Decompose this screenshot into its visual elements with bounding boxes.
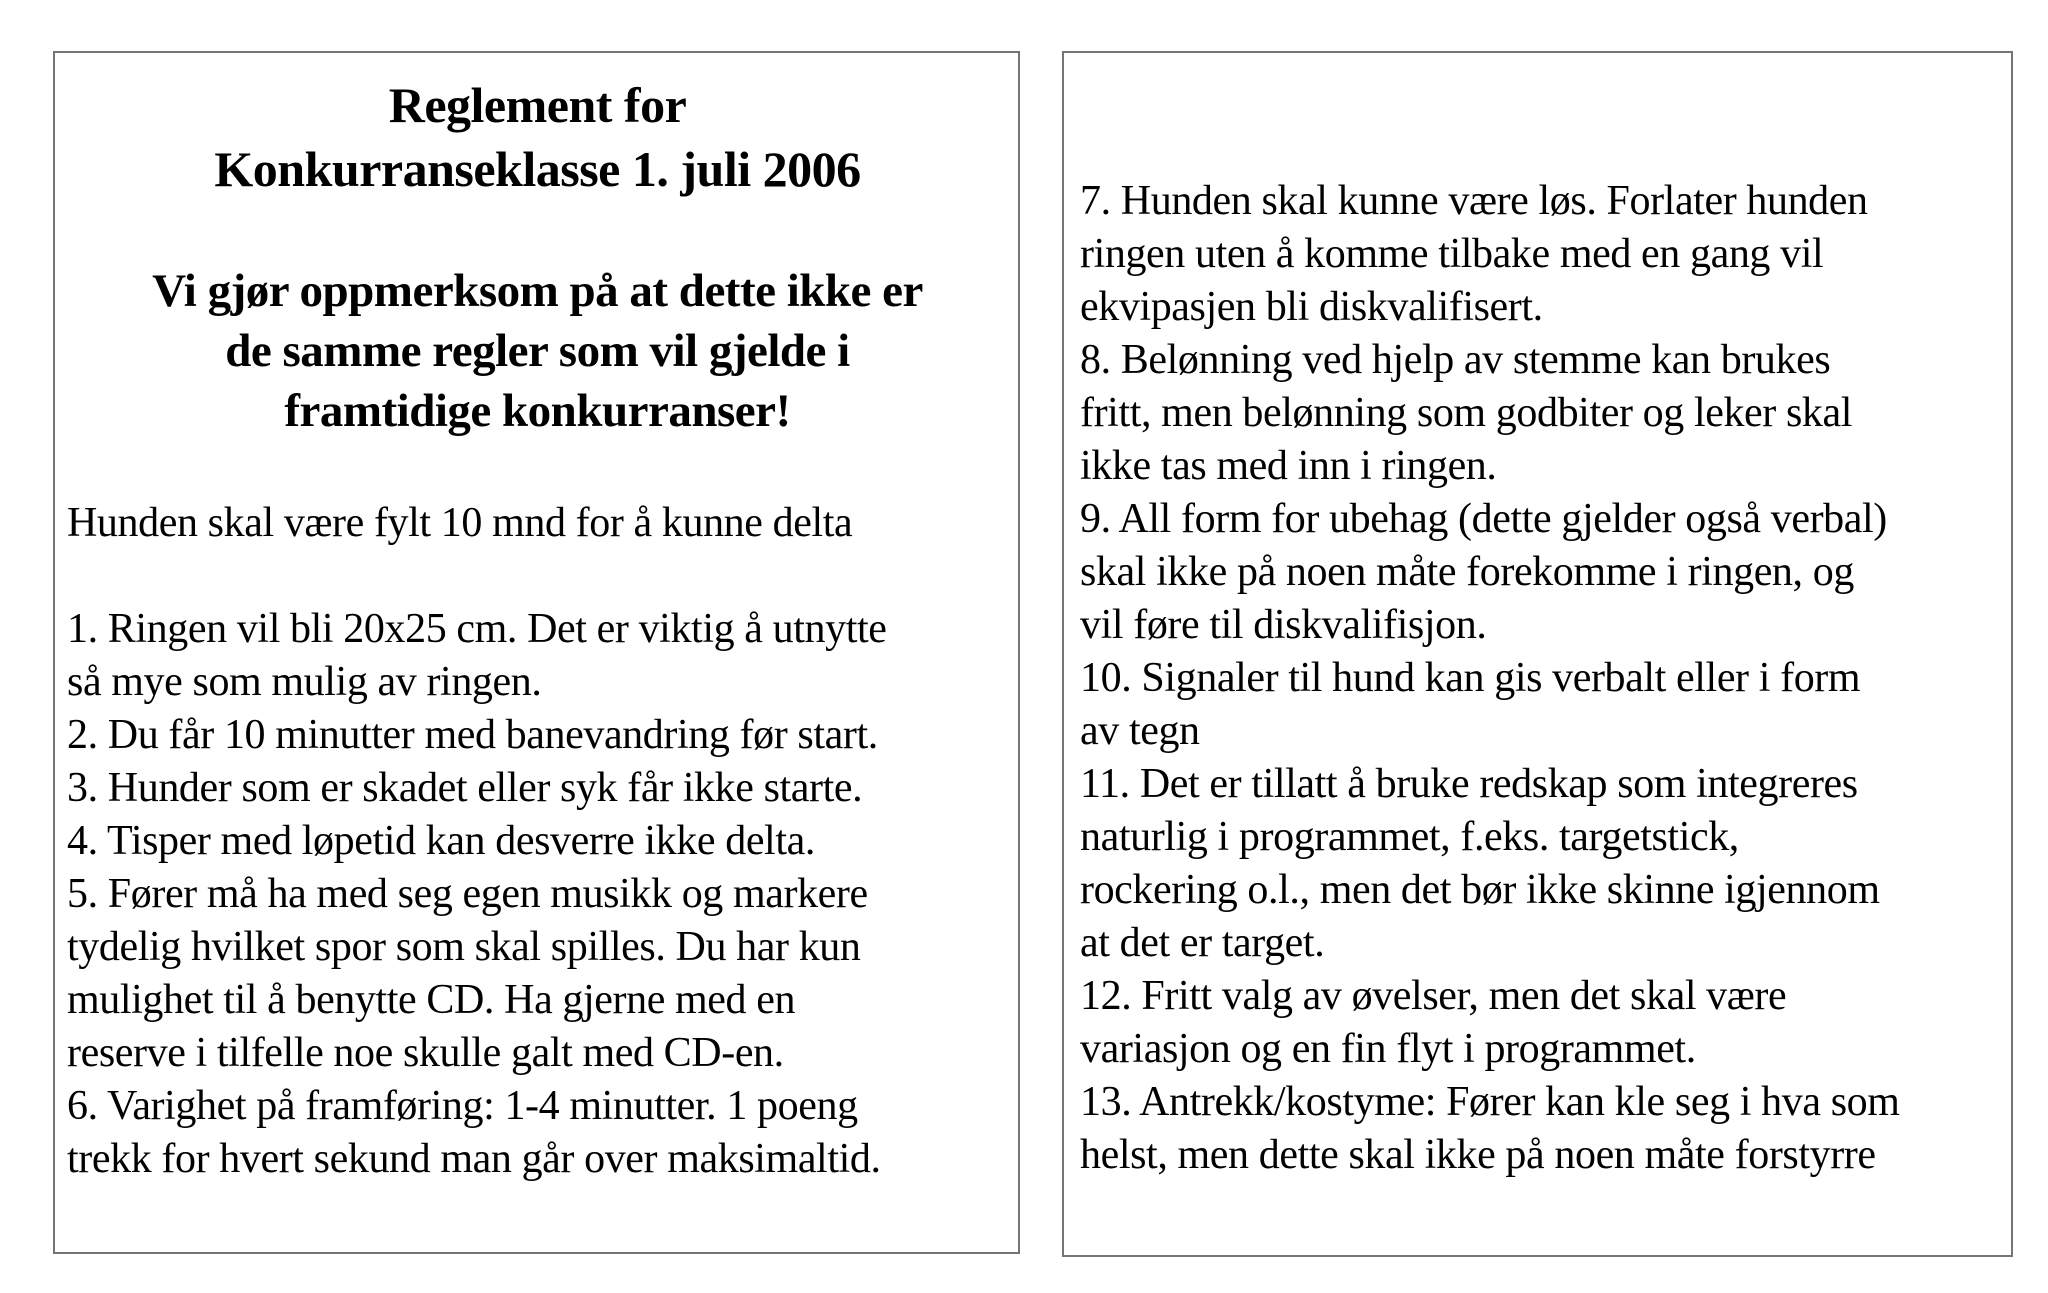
text-line: ekvipasjen bli diskvalifisert.: [1080, 284, 1543, 330]
text-line: framtidige konkurranser!: [284, 385, 791, 437]
left-rules-panel: [53, 51, 1020, 1254]
text-line: Hunden skal være fylt 10 mnd for å kunne delta: [67, 500, 853, 546]
document-title: [67, 73, 1008, 201]
text-line: 13. Antrekk/kostyme: Fører kan kle seg i hva som: [1080, 1079, 1900, 1125]
text-line: de samme regler som vil gjelde i: [225, 325, 850, 377]
text-line: mulighet til å benytte CD. Ha gjerne med en: [67, 977, 796, 1023]
right-rules-panel: [1062, 51, 2013, 1257]
warning-paragraph: [67, 261, 1008, 441]
text-line: 10. Signaler til hund kan gis verbalt eller i form: [1080, 655, 1861, 701]
text-line: 11. Det er tillatt å bruke redskap som integreres: [1080, 761, 1858, 807]
text-line: av tegn: [1080, 708, 1200, 754]
text-line: 3. Hunder som er skadet eller syk får ikke starte.: [67, 765, 863, 811]
text-line: tydelig hvilket spor som skal spilles. Du har kun: [67, 924, 861, 970]
text-line: at det er target.: [1080, 920, 1325, 966]
text-line: rockering o.l., men det bør ikke skinne igjennom: [1080, 867, 1880, 913]
text-line: Vi gjør oppmerksom på at dette ikke er: [152, 265, 923, 317]
text-line: variasjon og en fin flyt i programmet.: [1080, 1026, 1696, 1072]
text-line: ringen uten å komme tilbake med en gang vil: [1080, 231, 1824, 277]
text-line: naturlig i programmet, f.eks. targetstick,: [1080, 814, 1739, 860]
text-line: Reglement for: [388, 77, 687, 133]
eligibility-paragraph: [67, 497, 1008, 550]
text-line: ikke tas med inn i ringen.: [1080, 443, 1497, 489]
text-line: 1. Ringen vil bli 20x25 cm. Det er viktig å utnytte: [67, 606, 887, 652]
text-line: trekk for hvert sekund man går over maksimaltid.: [67, 1136, 881, 1182]
text-line: Konkurranseklasse 1. juli 2006: [214, 141, 861, 197]
text-line: 6. Varighet på framføring: 1-4 minutter. 1 poeng: [67, 1083, 858, 1129]
text-line: 7. Hunden skal kunne være løs. Forlater hunden: [1080, 178, 1868, 224]
text-line: 2. Du får 10 minutter med banevandring før start.: [67, 712, 878, 758]
text-line: vil føre til diskvalifisjon.: [1080, 602, 1487, 648]
text-line: skal ikke på noen måte forekomme i ringen, og: [1080, 549, 1854, 595]
text-line: 5. Fører må ha med seg egen musikk og markere: [67, 871, 868, 917]
text-line: 12. Fritt valg av øvelser, men det skal være: [1080, 973, 1787, 1019]
text-line: fritt, men belønning som godbiter og leker skal: [1080, 390, 1853, 436]
rules-list-7-13: [1080, 175, 2003, 1182]
rules-list-1-6: [67, 603, 1008, 1186]
text-line: 8. Belønning ved hjelp av stemme kan brukes: [1080, 337, 1831, 383]
text-line: 9. All form for ubehag (dette gjelder også verbal): [1080, 496, 1887, 542]
text-line: 4. Tisper med løpetid kan desverre ikke delta.: [67, 818, 815, 864]
text-line: reserve i tilfelle noe skulle galt med CD-en.: [67, 1030, 784, 1076]
text-line: helst, men dette skal ikke på noen måte forstyrre: [1080, 1132, 1876, 1178]
text-line: så mye som mulig av ringen.: [67, 659, 542, 705]
